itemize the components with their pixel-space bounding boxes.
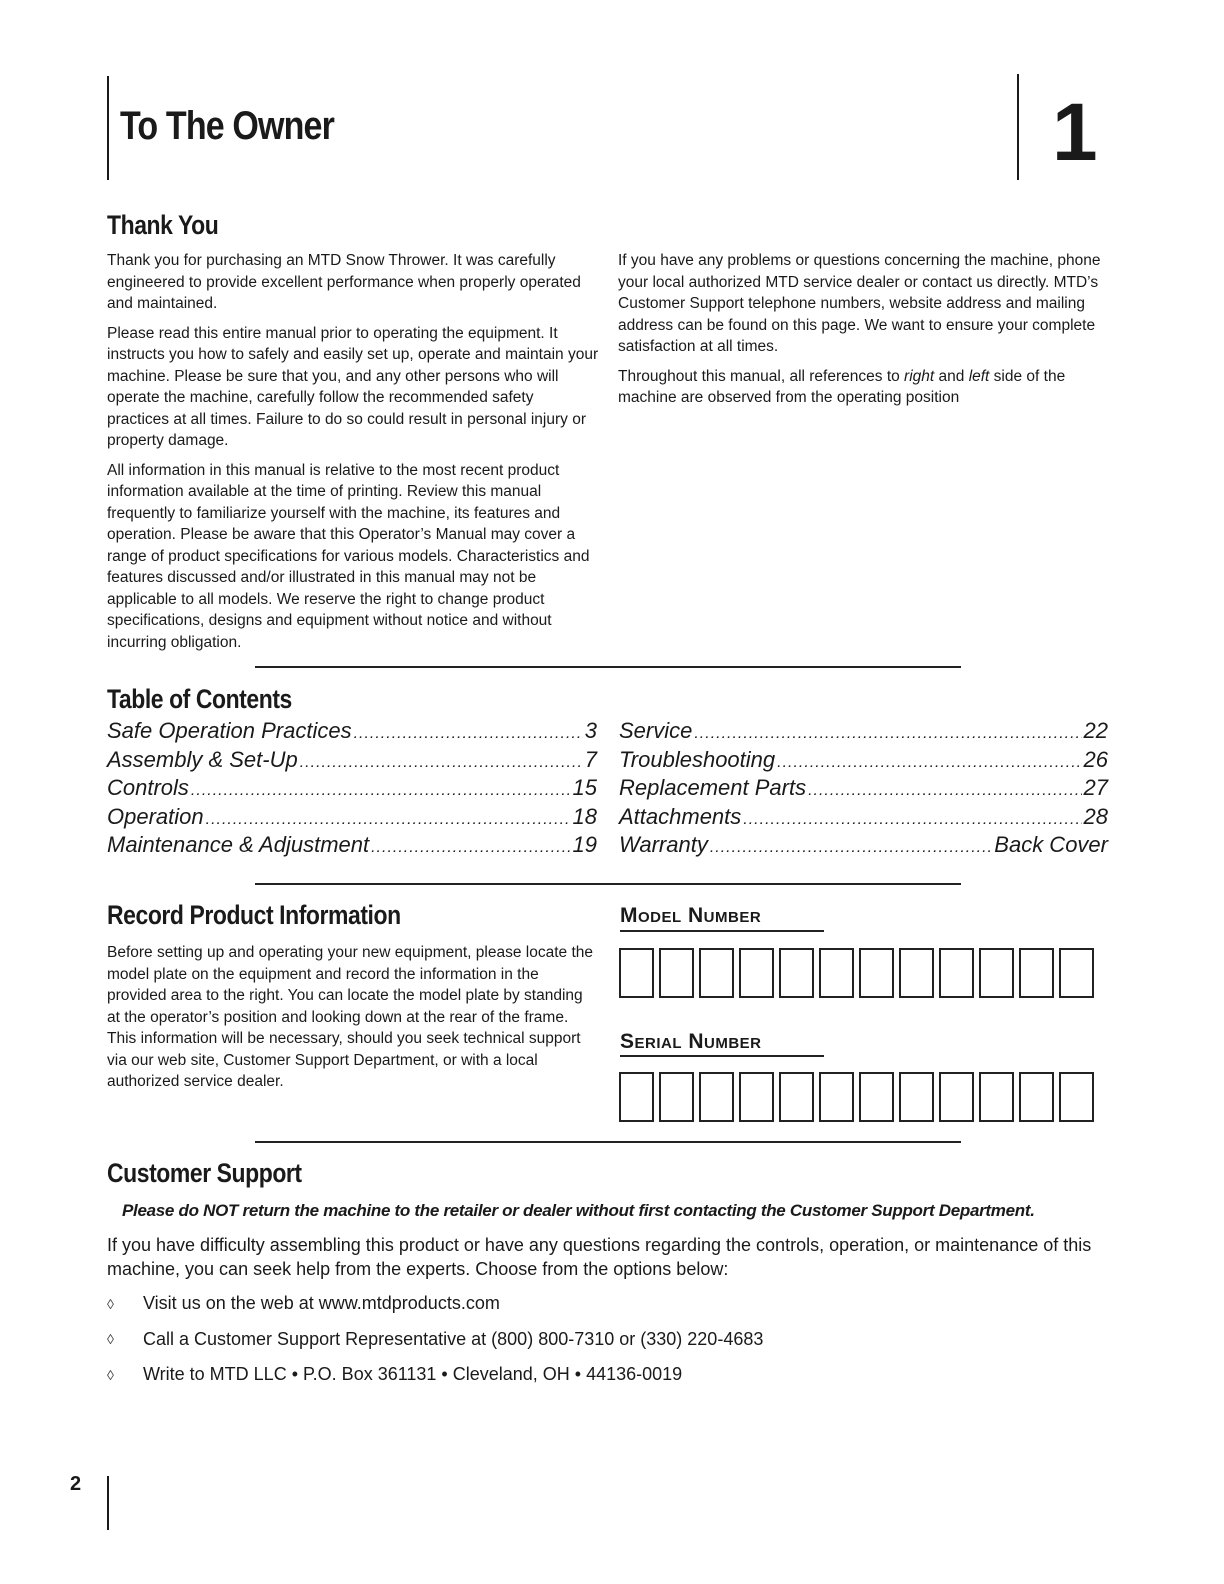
serial-number-box[interactable] — [859, 1072, 894, 1122]
serial-number-box[interactable] — [779, 1072, 814, 1122]
toc-entry[interactable]: Operation ..... 18 — [107, 804, 597, 833]
model-number-box[interactable] — [659, 948, 694, 998]
record-heading: Record Product Information — [107, 900, 401, 930]
model-number-box[interactable] — [939, 948, 974, 998]
serial-number-box[interactable] — [1059, 1072, 1094, 1122]
toc-entry[interactable]: Attachments ..... 28 — [619, 804, 1108, 833]
thank-you-paragraph-5: Throughout this manual, all references to right and left side of the machine are observed from the operating position — [618, 367, 1066, 406]
toc-entry[interactable]: Warranty ..... Back Cover — [619, 832, 1108, 861]
serial-number-box[interactable] — [939, 1072, 974, 1122]
model-number-box[interactable] — [979, 948, 1014, 998]
support-warning: Please do NOT return the machine to the retailer or dealer without first contacting the Customer Support Department. — [122, 1201, 1035, 1220]
page-number: 2 — [70, 1473, 82, 1495]
serial-number-box[interactable] — [979, 1072, 1014, 1122]
section-divider — [255, 666, 961, 668]
toc-entry[interactable]: Safe Operation Practices ..... 3 — [107, 718, 597, 747]
diamond-bullet-icon: ◊ — [107, 1366, 114, 1383]
chapter-number: 1 — [1052, 87, 1098, 178]
diamond-bullet-icon: ◊ — [107, 1331, 114, 1348]
serial-number-box[interactable] — [819, 1072, 854, 1122]
support-heading: Customer Support — [107, 1158, 302, 1188]
section-divider — [255, 883, 961, 885]
model-number-box[interactable] — [699, 948, 734, 998]
toc-entry[interactable]: Assembly & Set-Up ..... 7 — [107, 747, 597, 776]
serial-number-label: Serial Number — [620, 1030, 762, 1053]
model-number-box[interactable] — [779, 948, 814, 998]
model-number-box[interactable] — [859, 948, 894, 998]
serial-number-box[interactable] — [739, 1072, 774, 1122]
thank-you-paragraph-2: Please read this entire manual prior to operating the equipment. It instructs you how to safely and easily set up, operate and maintain your machine. Please be sure that you, and any other persons who will operate the machine, carefully follow the recommended safety practices at all times. Failure to do so could result in personal injury or property damage. — [107, 324, 599, 449]
thank-you-heading: Thank You — [107, 210, 219, 240]
serial-number-box[interactable] — [899, 1072, 934, 1122]
serial-number-boxes[interactable] — [619, 1072, 1094, 1122]
support-intro: If you have difficulty assembling this product or have any questions regarding the controls, operation, or maintenance of this machine, you can seek help from the experts. Choose from the options below: — [107, 1235, 1092, 1279]
toc-left-column — [107, 718, 597, 861]
model-number-boxes[interactable] — [619, 948, 1094, 998]
model-number-box[interactable] — [899, 948, 934, 998]
header-right-bar — [1017, 74, 1019, 180]
toc-entry[interactable]: Replacement Parts ..... 27 — [619, 775, 1108, 804]
section-divider — [255, 1141, 961, 1143]
model-number-box[interactable] — [1019, 948, 1054, 998]
model-number-box[interactable] — [1059, 948, 1094, 998]
model-number-label: Model Number — [620, 904, 762, 927]
model-number-underline — [620, 930, 824, 932]
toc-heading: Table of Contents — [107, 684, 292, 714]
toc-entry[interactable]: Service ..... 22 — [619, 718, 1108, 747]
toc-entry[interactable]: Maintenance & Adjustment ..... 19 — [107, 832, 597, 861]
serial-number-box[interactable] — [699, 1072, 734, 1122]
toc-right-column — [619, 718, 1108, 861]
support-option-phone: ◊ Call a Customer Support Representative at (800) 800-7310 or (330) 220-4683 — [107, 1328, 764, 1349]
model-number-box[interactable] — [739, 948, 774, 998]
support-options — [107, 1286, 1107, 1393]
serial-number-underline — [620, 1055, 824, 1057]
chapter-title: To The Owner — [120, 104, 334, 148]
serial-number-box[interactable] — [619, 1072, 654, 1122]
toc-entry[interactable]: Troubleshooting ..... 26 — [619, 747, 1108, 776]
serial-number-box[interactable] — [659, 1072, 694, 1122]
serial-number-box[interactable] — [1019, 1072, 1054, 1122]
thank-you-paragraph-1: Thank you for purchasing an MTD Snow Thrower. It was carefully engineered to provide excellent performance when properly operated and maintained. — [107, 252, 581, 312]
record-text: Before setting up and operating your new equipment, please locate the model plate on the equipment and record the information in the provided area to the right. You can locate the model plate by standing at the operator’s position and looking down at the rear of the frame. This information will be necessary, should you seek technical support via our web site, Customer Support Department, or with a local authorized service dealer. — [107, 944, 593, 1090]
model-number-box[interactable] — [619, 948, 654, 998]
thank-you-paragraph-4: If you have any problems or questions concerning the machine, phone your local authorized MTD service dealer or contact us directly. MTD’s Customer Support telephone numbers, website address and mailing address can be found on this page. We want to ensure your complete satisfaction at all times. — [618, 252, 1101, 355]
model-number-box[interactable] — [819, 948, 854, 998]
support-option-web: ◊ Visit us on the web at www.mtdproducts.com — [107, 1293, 500, 1314]
toc-entry[interactable]: Controls ..... 15 — [107, 775, 597, 804]
diamond-bullet-icon: ◊ — [107, 1295, 114, 1312]
header-left-bar — [107, 76, 109, 180]
thank-you-paragraph-3: All information in this manual is relative to the most recent product information available at the time of printing. Review this manual frequently to familiarize yourself with the machine, its features and operation. Please be aware that this Operator’s Manual may cover a range of product specifications for various models. Characteristics and features discussed and/or illustrated in this manual may not be applicable to all models. We reserve the right to change product specifications, designs and equipment without notice and without incurring obligation. — [107, 461, 590, 651]
support-option-mail: ◊ Write to MTD LLC • P.O. Box 361131 • Cleveland, OH • 44136-0019 — [107, 1364, 683, 1385]
footer-bar — [107, 1476, 109, 1530]
thank-you-col2 — [618, 250, 1110, 417]
thank-you-col1 — [107, 250, 599, 661]
